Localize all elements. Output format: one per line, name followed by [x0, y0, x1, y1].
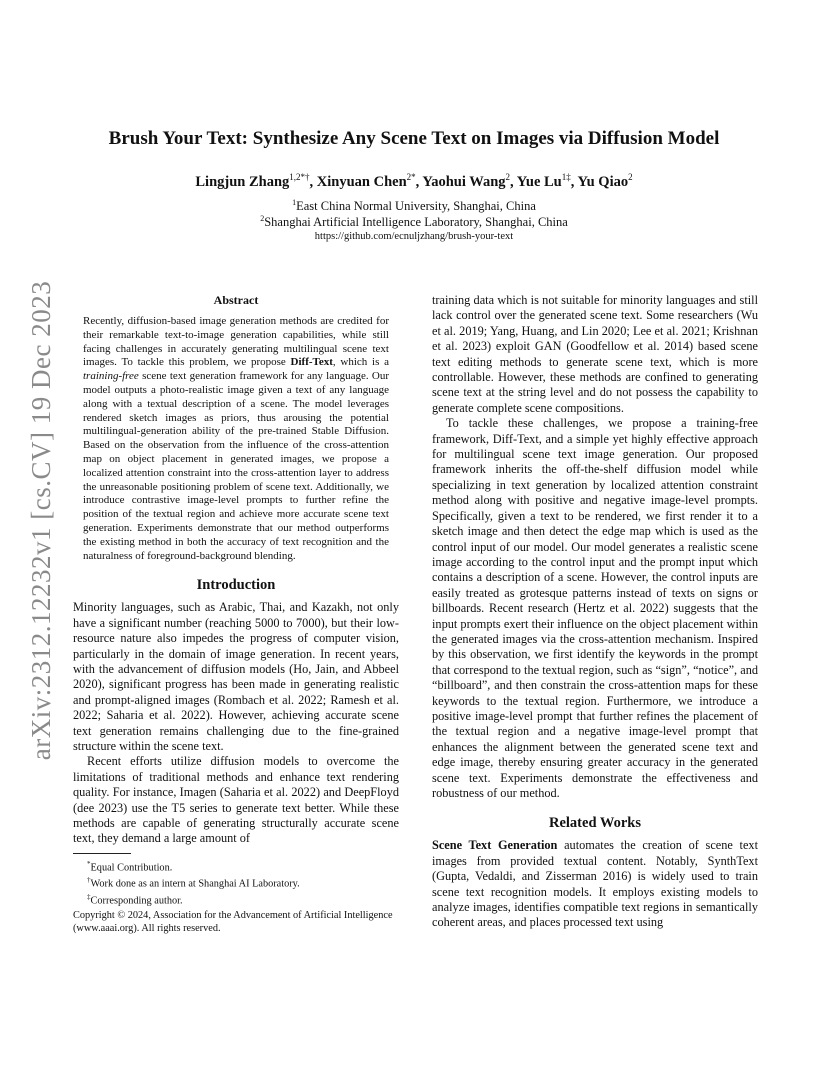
- footnote: [87, 874, 399, 890]
- abstract-body: [83, 315, 389, 563]
- abstract-heading: Abstract: [213, 293, 259, 307]
- footnote-text: Corresponding author.: [90, 895, 183, 907]
- related-works-paragraph: [432, 838, 758, 930]
- left-column: [73, 293, 399, 935]
- affiliation-mark: 2: [260, 214, 265, 223]
- footnote-text: Equal Contribution.: [90, 862, 173, 874]
- footnote-mark: *: [87, 859, 91, 868]
- copyright-notice: Copyright © 2024, Association for the Advancement of Artificial Intelligence (www.aaai.org). All rights reserved.: [73, 910, 393, 935]
- abstract-text: Recently, diffusion-based image generation methods are credited for their remarkable text-to-image generation capabilities, while still facing challenges in accurately generating multilingual scene text images. To tackle this problem, we propose: [83, 315, 389, 369]
- author-marks: 2*: [406, 172, 416, 182]
- footnote-divider: [73, 853, 131, 854]
- method-name: Diff-Text: [290, 356, 333, 369]
- affiliation-1: [60, 198, 768, 214]
- author-list: Lingjun Zhang$^{1,2*\dagger}$, Xinyuan Chen$^{2*}$, Yaohui Wang$^2$, Yue $Lu^{1\ddagger}$, Yu Qiao$^2$: [195, 172, 633, 190]
- run-in-heading: Scene Text Generation: [432, 838, 558, 853]
- related-works-text: automates the creation of scene text images from provided textual content. Notably, SynthText (Gupta, Vedaldi, and Zisserman 2016) is widely used to train scene text recognition models. It employs existing models to analyze images, identifies compatible text regions in semantically coherent areas, and places processed text using: [432, 838, 758, 930]
- project-url[interactable]: https://github.com/ecnuljzhang/brush-your-text: [314, 231, 514, 242]
- footnote-mark: ‡: [87, 892, 91, 901]
- abstract-text: scene text generation framework for any language. Our model outputs a photo-realistic image given a text of any language along with a textual description of a scene. The model leverages rendered sketch images as priors, thus arousing the potential multilingual-generation ability of the pre-trained Stable Diffusion. Based on the observation from the influence of the cross-attention map on object placement in generated images, we propose a localized attention constraint into the cross-attention layer to address the unreasonable positioning problem of scene text. Additionally, we introduce contrastive image-level prompts to further refine the position of the textual region and achieve more accurate scene text generation. Experiments demonstrate that our method outperforms the existing method in both the accuracy of text recognition and the naturalness of foreground-background blending.: [83, 370, 389, 562]
- author-name: Yue Lu: [516, 173, 562, 190]
- related-works-heading: Related Works: [549, 815, 641, 832]
- affiliation-mark: 1: [292, 198, 297, 207]
- affiliation-2: [60, 214, 768, 230]
- abstract-text: , which is a: [332, 356, 389, 369]
- footnote-text: Work done as an intern at Shanghai AI Laboratory.: [90, 878, 300, 890]
- author-marks: 2: [628, 172, 633, 182]
- paper-title: Brush Your Text: Synthesize Any Scene Text on Images via Diffusion Model: [108, 128, 720, 149]
- arxiv-sidebar-identifier: [24, 280, 60, 760]
- author-name: Lingjun Zhang: [195, 173, 290, 190]
- intro-paragraph-3: training data which is not suitable for minority languages and still lack control over the generated scene text. Some researchers (Wu et al. 2019; Yang, Huang, and Lin 2020; Lee et al. 2021; Krishnan et al. 2023) exploit GAN (Goodfellow et al. 2014) based scene text editing methods to generate scene text, which is more controllable. However, these methods are confined to generating scene text at the string level and do not possess the capability to generate complete scene compositions.: [432, 293, 758, 415]
- affiliation-text: East China Normal University, Shanghai, China: [296, 199, 536, 214]
- footnote-mark: †: [87, 876, 91, 885]
- introduction-heading: Introduction: [196, 577, 276, 594]
- author-name: Xinyuan Chen: [316, 173, 407, 190]
- author-name: Yaohui Wang: [422, 173, 506, 190]
- author-marks: 2: [505, 172, 511, 182]
- affiliation-text: Shanghai Artificial Intelligence Laboratory, Shanghai, China: [264, 215, 568, 230]
- author-marks: 1‡: [561, 172, 571, 182]
- author-marks: 1,2*†: [289, 172, 310, 182]
- arxiv-id-text: arXiv:2312.12232v1 [cs.CV] 19 Dec 2023: [26, 280, 57, 760]
- author-name: Yu Qiao: [577, 173, 629, 190]
- intro-paragraph-2: Recent efforts utilize diffusion models to overcome the limitations of traditional methods and enhance text rendering quality. For instance, Imagen (Saharia et al. 2022) and DeepFloyd (dee 2023) use the T5 series to generate text better. While these methods are capable of generating structurally accurate scene text, they demand a large amount of: [73, 754, 399, 846]
- footnote: [87, 891, 399, 907]
- emphasis-text: training-free: [83, 370, 139, 383]
- footnote: [87, 858, 399, 874]
- intro-paragraph-1: Minority languages, such as Arabic, Thai, and Kazakh, not only have a significant number (reaching 5000 to 7000), but their low-resource nature also impedes the progress of computer vision, particularly in the domain of image generation. In recent years, with the advancement of diffusion models (Ho, Jain, and Abbeel 2020), significant progress has been made in generating realistic and prompt-aligned images (Rombach et al. 2022; Ramesh et al. 2022; Saharia et al. 2022). However, achieving accurate scene text generation remains challenging due to the fine-grained structure within the scene text.: [73, 600, 399, 753]
- intro-paragraph-4: To tackle these challenges, we propose a training-free framework, Diff-Text, and a simple yet highly effective approach for multilingual scene text image generation. Our proposed framework inherits the off-the-shelf diffusion model while specializing in text generation by localized attention constraint method along with positive and negative image-level prompts. Specifically, given a text to be rendered, we first render it to a sketch image and then detect the edge map which is used as the control input of our model. Our model generates a realistic scene image according to the control input and the prompt input which contains a description of a scene. However, the control inputs are easily treated as grotesque patterns instead of texts on signs or billboards. Recent research (Hertz et al. 2022) suggests that the input prompts exert their influence on the object placement within the generated images via the cross-attention mechanism. Inspired by this observation, we first identify the keywords in the prompt that correspond to the textual region, such as “sign”, “notice”, and “billboard”, and then constrain the cross-attention maps for these keywords to the textual region. Furthermore, we introduce a positive image-level prompt that further refines the placement of the textual region and a negative image-level prompt that enhances the alignment between the generated scene text and edge image, thereby ensuring greater accuracy in the generated scene text. Experiments demonstrate the effectiveness and robustness of our method.: [432, 416, 758, 800]
- right-column: [432, 293, 758, 931]
